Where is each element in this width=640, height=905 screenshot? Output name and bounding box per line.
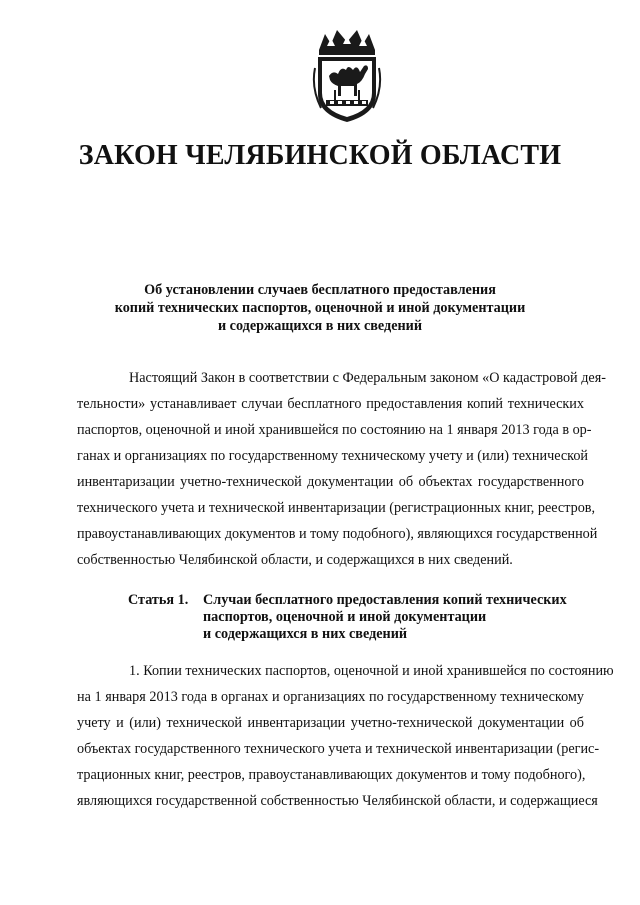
article-number: Статья 1. — [128, 592, 189, 608]
paragraph-line: объектах государственного технического учета и технической инвентаризации (регис- — [77, 741, 600, 757]
law-title: ЗАКОН ЧЕЛЯБИНСКОЙ ОБЛАСТИ — [78, 140, 562, 171]
article-title-line: паспортов, оценочной и иной документации — [203, 609, 487, 625]
paragraph-line: инвентаризации учетно-технической документации об объектах государственного — [77, 474, 584, 490]
article-point-1 — [77, 658, 614, 814]
article-title-line: Случаи бесплатного предоставления копий технических — [203, 592, 567, 608]
article-title-line: и содержащихся в них сведений — [203, 626, 408, 642]
subtitle-line: Об установлении случаев бесплатного предоставления — [144, 282, 496, 298]
paragraph-line: трационных книг, реестров, правоустанавливающих документов и тому подобного), — [77, 767, 586, 783]
preamble-paragraph — [77, 365, 606, 573]
paragraph-line: 1. Копии технических паспортов, оценочной и иной хранившейся по состоянию — [129, 663, 614, 679]
law-subtitle — [60, 281, 580, 335]
paragraph-line: собственностью Челябинской области, и содержащихся в них сведений. — [77, 552, 513, 568]
paragraph-line: на 1 января 2013 года в органах и организациях по государственному техническому — [77, 689, 584, 705]
paragraph-line: являющихся государственной собственностью Челябинской области, и содержащиеся — [77, 793, 598, 809]
paragraph-line: технического учета и технической инвентаризации (регистрационных книг, реестров, — [77, 500, 596, 516]
paragraph-line: Настоящий Закон в соответствии с Федеральным законом «О кадастровой дея- — [129, 370, 606, 386]
article-title — [203, 592, 603, 643]
paragraph-line: тельности» устанавливает случаи бесплатного предоставления копий технических — [77, 396, 584, 412]
paragraph-line: правоустанавливающих документов и тому подобного), являющихся государственной — [77, 526, 598, 542]
paragraph-line: учету и (или) технической инвентаризации учетно-технической документации об — [77, 715, 584, 731]
chelyabinsk-coat-of-arms-icon — [311, 28, 383, 124]
subtitle-line: и содержащихся в них сведений — [217, 318, 423, 334]
paragraph-line: ганах и организациях по государственному техническому учету и (или) технической — [77, 448, 589, 464]
subtitle-line: копий технических паспортов, оценочной и иной документации — [114, 300, 526, 316]
paragraph-line: паспортов, оценочной и иной хранившейся по состоянию на 1 января 2013 года в ор- — [77, 422, 592, 438]
